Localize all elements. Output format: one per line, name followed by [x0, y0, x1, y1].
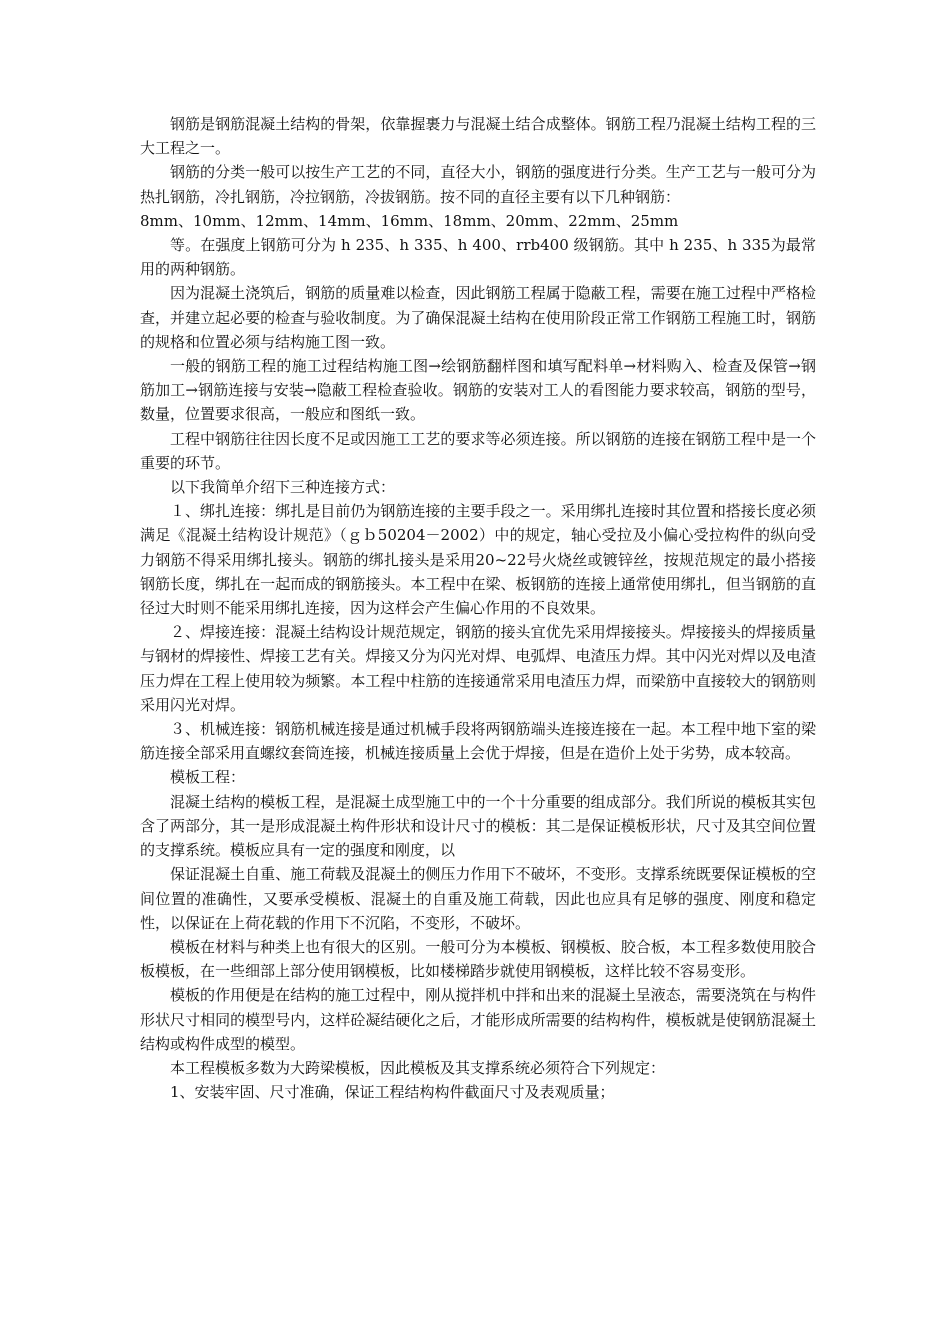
list-item-requirement-1: 1、安装牢固、尺寸准确，保证工程结构构件截面尺寸及表观质量；: [170, 1083, 615, 1102]
paragraph-welding-connection: ２、焊接连接：混凝土结构设计规范规定，钢筋的接头宜优先采用焊接接头。焊接接头的焊接质量与钢材的焊接性、焊接工艺有关。焊接又分为闪光对焊、电弧焊、电渣压力焊。其中闪光对焊以及电渣压力焊在工程上使用较为频繁。本工程中柱筋的连接通常采用电渣压力焊，而梁筋中直接较大的钢筋则采用闪光对焊。: [140, 623, 816, 714]
paragraph-rebar-diameters: 8mm、10mm、12mm、14mm、16mm、18mm、20mm、22mm、25mm: [140, 211, 679, 230]
paragraph-formwork-materials: 模板在材料与种类上也有很大的区别。一般可分为本模板、钢模板、胶合板，本工程多数使用胶合板模板，在一些细部上部分使用钢模板，比如楼梯踏步就使用钢模板，这样比较不容易变形。: [140, 937, 816, 981]
paragraph-formwork-requirements: 本工程模板多数为大跨梁模板，因此模板及其支撑系统必须符合下列规定：: [170, 1058, 666, 1077]
paragraph-rebar-intro: 钢筋是钢筋混凝土结构的骨架，依靠握裹力与混凝土结合成整体。钢筋工程乃混凝土结构工程的三大工程之一。: [140, 115, 816, 158]
paragraph-formwork-support: 保证混凝土自重、施工荷载及混凝土的侧压力作用下不破坏，不变形。支撑系统既要保证模板的空间位置的准确性，又要承受模板、混凝土的自重及施工荷载，因此也应具有足够的强度、刚度和稳定性，以保证在上荷花载的作用下不沉陷，不变形，不破坏。: [140, 865, 816, 932]
paragraph-binding-connection: １、绑扎连接：绑扎是目前仍为钢筋连接的主要手段之一。采用绑扎连接时其位置和搭接长度必须满足《混凝土结构设计规范》（ｇｂ50204－2002）中的规定，轴心受拉及小偏心受拉构件的纵向受力钢筋不得采用绑扎接头。钢筋的绑扎接头是采用20~22号火烧丝或镀锌丝，按规范规定的最小搭接钢筋长度，绑扎在一起而成的钢筋接头。本工程中在梁、板钢筋的连接上通常使用绑扎，但当钢筋的直径过大时则不能采用绑扎连接，因为这样会产生偏心作用的不良效果。: [140, 502, 816, 618]
document-body: [140, 112, 816, 1104]
paragraph-rebar-strength: 等。在强度上钢筋可分为 h 235、h 335、h 400、rrb400 级钢筋。其中 h 235、h 335为最常用的两种钢筋。: [140, 236, 816, 279]
paragraph-formwork-function: 模板的作用便是在结构的施工过程中，刚从搅拌机中拌和出来的混凝土呈液态，需要浇筑在与构件形状尺寸相同的模型号内，这样砼凝结硬化之后，才能形成所需要的结构构件，模板就是使钢筋混凝土结构或构件成型的模型。: [140, 986, 816, 1053]
paragraph-rebar-classification: 钢筋的分类一般可以按生产工艺的不同，直径大小，钢筋的强度进行分类。生产工艺与一般可分为热扎钢筋，冷扎钢筋，冷拉钢筋，冷拔钢筋。按不同的直径主要有以下几种钢筋：: [140, 163, 816, 206]
paragraph-rebar-connection: 工程中钢筋往往因长度不足或因施工工艺的要求等必须连接。所以钢筋的连接在钢筋工程中是一个重要的环节。: [140, 429, 816, 472]
section-heading-formwork: 模板工程：: [170, 768, 246, 787]
paragraph-construction-process: 一般的钢筋工程的施工过程结构施工图→绘钢筋翻样图和填写配料单→材料购入、检查及保管→钢筋加工→钢筋连接与安装→隐蔽工程检查验收。钢筋的安装对工人的看图能力要求较高，钢筋的型号，数量，位置要求很高，一般应和图纸一致。: [140, 357, 816, 424]
paragraph-formwork-intro: 混凝土结构的模板工程，是混凝土成型施工中的一个十分重要的组成部分。我们所说的模板其实包含了两部分，其一是形成混凝土构件形状和设计尺寸的模板：其二是保证模板形状，尺寸及其空间位置的支撑系统。模板应具有一定的强度和刚度，以: [140, 792, 816, 860]
paragraph-hidden-works: 因为混凝土浇筑后，钢筋的质量难以检查，因此钢筋工程属于隐蔽工程，需要在施工过程中严格检查，并建立起必要的检查与验收制度。为了确保混凝土结构在使用阶段正常工作钢筋工程施工时，钢筋的规格和位置必须与结构施工图一致。: [140, 284, 816, 351]
paragraph-mechanical-connection: ３、机械连接：钢筋机械连接是通过机械手段将两钢筋端头连接连接在一起。本工程中地下室的梁筋连接全部采用直螺纹套筒连接，机械连接质量上会优于焊接，但是在造价上处于劣势，成本较高。: [140, 720, 816, 763]
paragraph-connection-methods-intro: 以下我简单介绍下三种连接方式：: [170, 478, 396, 497]
